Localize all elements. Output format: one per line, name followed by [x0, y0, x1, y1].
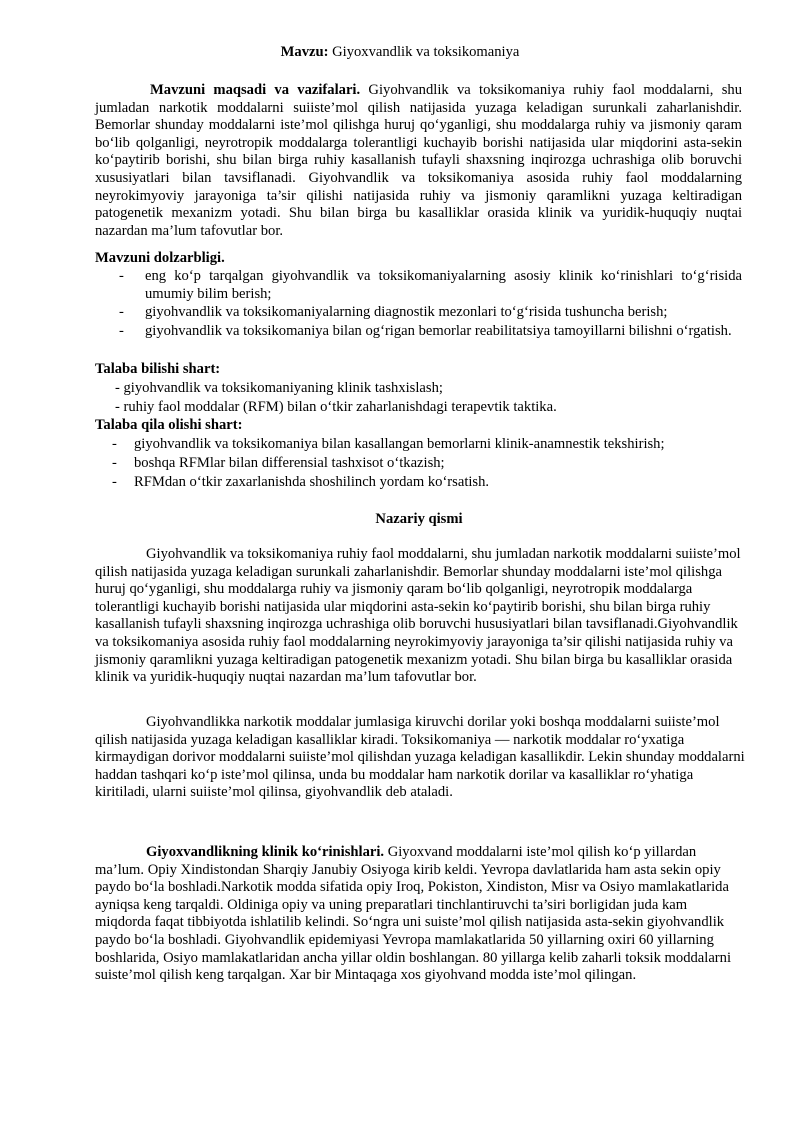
nazariy-paragraph-1: Giyohvandlik va toksikomaniya ruhiy faol moddalarni, shu jumladan narkotik moddalarni suiiste’mol qilish natijasida yuzaga keladigan surunkali zaharlanishdir. Bemorlar shunday moddalarni iste’mol qilishga huruj qo‘yganligi, shu moddalarga ruhiy va jismoniy qaram bo‘lib qolganligi, neyrotropik moddalarga tolerantligi kuchayib borishi natijasida ular miqdorini asta-sekin ko‘paytirib borishi, shu bilan birga ruhiy kasallanish tufayli shaxsning inqirozga uchrashiga olib boruvchi hususiyatlari bilan tavsiflanadi.Giyohvandlik va toksikomaniya asosida ruhiy faol moddalarning neyrokimyoviy jarayoniga ta’sir qilishi natijasida ruhiy va jismoniy qaramlikni yuzaga keltiradigan patogenetik mexanizm yotadi. Shu bilan birga bu kasalliklar orasida klinik va yuridik-huquqiy nuqtai nazardan ma’lum tafovutlar bor.	[95, 546, 741, 686]
bilishi-item: - giyohvandlik va toksikomaniyaning klinik tashxislash;	[115, 380, 443, 396]
intro-paragraph	[95, 82, 742, 240]
list-item-text: giyohvandlik va toksikomaniyalarning diagnostik mezonlari to‘g‘risida tushuncha berish;	[145, 304, 668, 320]
section-heading: Nazariy qismi	[375, 511, 463, 527]
bilishi-item: - ruhiy faol moddalar (RFM) bilan o‘tkir zaharlanishdagi terapevtik taktika.	[115, 399, 557, 415]
intro-heading: Mavzuni maqsadi va vazifalari.	[150, 82, 361, 98]
document-page: Mavzu: Giyoxvandlik va toksikomaniya Mavzuni maqsadi va vazifalari. Giyohvandlik va toksikomaniya ruhiy faol moddalarni, shu jumladan narkotik moddalarni suiiste’mol qilish natijasida yuzaga keladigan surunkali zaharlanishdir. Bemorlar shunday moddalarni iste’mol qilishga huruj qo‘yganligi, shu moddalarga ruhiy va jismoniy qaram bo‘lib qolganligi, neyrotropik moddalarga tolerantligi kuchayib borishi natijasida ular miqdorini asta-sekin ko‘paytirib borishi, shu bilan birga ruhiy kasallanish tufayli shaxsning inqirozga uchrashiga olib boruvchi xususiyatlari bilan tavsiflanadi. Giyohvandlik va toksikomaniya asosida ruhiy faol moddalarning neyrokimyoviy jarayoniga ta’sir qilishi natijasida ruhiy va jismoniy qaramlikni yuzaga keltiradigan patogenetik mexanizm yotadi. Shu bilan birga bu kasalliklar orasida klinik va yuridik-huquqiy nuqtai nazardan ma’lum tafovutlar bor. Mavzuni dolzarbligi. - eng ko‘p tarqalgan giyohvandlik va toksikomaniyalarning asosiy klinik ko‘rinishlari to‘g‘risida umumiy bilim berish; - giyohvandlik va toksikomaniyalarning diagnostik mezonlari to‘g‘risida tushuncha berish; - giyohvandlik va toksikomaniya bilan og‘rigan bemorlar reabilitatsiya tamoyillarni bilishni o‘rgatish. Talaba bilishi shart: - giyohvandlik va toksikomaniyaning klinik tashxislash; - ruhiy faol moddalar (RFM) bilan o‘tkir zaharlanishdagi terapevtik taktika. Talaba qila olishi shart: - giyohvandlik va toksikomaniya bilan kasallangan bemorlarni klinik-anamnestik tekshirish; - boshqa RFMlar bilan differensial tashxisot o‘tkazish; - RFMdan o‘tkir zaxarlanishda shoshilinch yordam ko‘rsatish. Nazariy qismi Giyohvandlik va toksikomaniya ruhiy faol moddalarni, shu jumladan narkotik moddalarni suiiste’mol qilish natijasida yuzaga keladigan surunkali zaharlanishdir. Bemorlar shunday moddalarni iste’mol qilishga huruj qo‘yganligi, shu moddalarga ruhiy va jismoniy qaram bo‘lib qolganligi, neyrotropik moddalarga tolerantligi kuchayib borishi natijasida ular miqdorini asta-sekin ko‘paytirib borishi, shu bilan birga ruhiy kasallanish tufayli shaxsning inqirozga uchrashiga olib boruvchi hususiyatlari bilan tavsiflanadi.Giyohvandlik va toksikomaniya asosida ruhiy faol moddalarning neyrokimyoviy jarayoniga ta’sir qilishi natijasida ruhiy va jismoniy qaramlikni yuzaga keltiradigan patogenetik mexanizm yotadi. Shu bilan birga bu kasalliklar orasida klinik va yuridik-huquqiy nuqtai nazardan ma’lum tafovutlar bor. Giyohvandlikka narkotik moddalar jumlasiga kiruvchi dorilar yoki boshqa moddalarni suiiste’mol qilish natijasida yuzaga keladigan kasalliklar kiradi. Toksikomaniya — narkotik moddalar ro‘yxatiga kirmaydigan dorivor moddalarni suiiste’mol qilishdan yuzaga keladigan kasallikdir. Lekin shunday moddalarni haddan tashqari ko‘p iste’mol qilinsa, unda bu moddalar ham narkotik dorilar va kasalliklar ro‘yhatiga kiritiladi, ularni suiiste’mol qilinsa, giyohvandlik deb ataladi. Giyoxvandlikning klinik ko‘rinishlari. Giyoxvand moddalarni iste’mol qilish ko‘p yillardan ma’lum. Opiy Xindistondan Sharqiy Janubiy Osiyoga kirib keldi. Yevropa davlatlarida ham asta sekin opiy paydo bo‘la boshladi.Narkotik modda sifatida opiy Iroq, Pokiston, Xindiston, Misr va Osiyo mamlakatlarida ayniqsa keng tarqaldi. Oldiniga opiy va uning preparatlari tinchlantiruvchi ta’siri borligidan juda kam miqdorda faqat tibbiyotda ishlatilib kelindi. So‘ngra uni suiste’mol qilish natijasida asta-sekin giyohvandlik paydo bo‘la boshladi. Giyohvandlik epidemiyasi Yevropa mamlakatlarida 50 yillarning oxiri 60 yillarning boshlarida, Osiyo mamlakatlaridan ancha yillar oldin boshlangan. 80 yillarga kelib zaharli toksik moddalarni suiste’mol qilish keng tarqalgan. Xar bir Mintaqaga xos giyohvand modda iste’mol qilingan.	[0, 0, 800, 1131]
intro-text: Giyohvandlik va toksikomaniya ruhiy faol moddalarni, shu jumladan narkotik moddalarni suiiste’mol qilish natijasida yuzaga keladigan surunkali zaharlanishdir. Bemorlar shunday moddalarni iste’mol qilishga huruj qo‘yganligi, shu moddalarga ruhiy va jismoniy qaram bo‘lib qolganligi, neyrotropik moddalarga tolerantligi kuchayib borishi natijasida ular miqdorini asta-sekin ko‘paytirib borishi, shu bilan birga ruhiy kasallanish tufayli shaxsning inqirozga uchrashiga olib boruvchi xususiyatlari bilan tavsiflanadi. Giyohvandlik va toksikomaniya asosida ruhiy faol moddalarning neyrokimyoviy jarayoniga ta’sir qilishi natijasida ruhiy va jismoniy qaramlikni yuzaga keltiradigan patogenetik mexanizm yotadi. Shu bilan birga bu kasalliklar orasida klinik va yuridik-huquqiy nuqtai nazardan ma’lum tafovutlar bor.	[95, 82, 742, 239]
bilishi-heading: Talaba bilishi shart:	[95, 361, 221, 377]
klinik-text: Giyoxvand moddalarni iste’mol qilish ko‘p yillardan ma’lum. Opiy Xindistondan Sharqiy Janubiy Osiyoga kirib keldi. Yevropa davlatlarida ham asta sekin opiy paydo bo‘la boshladi.Narkotik modda sifatida opiy Iroq, Pokiston, Xindiston, Misr va Osiyo mamlakatlarida ayniqsa keng tarqaldi. Oldiniga opiy va uning preparatlari tinchlantiruvchi ta’siri borligidan juda kam miqdorda faqat tibbiyotda ishlatilib kelindi. So‘ngra uni suiste’mol qilish natijasida asta-sekin giyohvandlik paydo bo‘la boshladi. Giyohvandlik epidemiyasi Yevropa mamlakatlarida 50 yillarning oxiri 60 yillarning boshlarida, Osiyo mamlakatlaridan ancha yillar oldin boshlangan. 80 yillarga kelib zaharli toksik moddalarni suiste’mol qilish keng tarqalgan. Xar bir Mintaqaga xos giyohvand modda iste’mol qilingan.	[95, 844, 732, 984]
document-title	[0, 44, 800, 62]
nazariy-paragraph-2: Giyohvandlikka narkotik moddalar jumlasiga kiruvchi dorilar yoki boshqa moddalarni suiiste’mol qilish natijasida yuzaga keladigan kasalliklar kiradi. Toksikomaniya — narkotik moddalar ro‘yxatiga kirmaydigan dorivor moddalarni suiiste’mol qilishdan yuzaga keladigan kasallikdir. Lekin shunday moddalarni haddan tashqari ko‘p iste’mol qilinsa, unda bu moddalar ham narkotik dorilar va kasalliklar ro‘yhatiga kiritiladi, ularni suiiste’mol qilinsa, giyohvandlik deb ataladi.	[95, 714, 745, 801]
list-item-text: giyohvandlik va toksikomaniya bilan og‘rigan bemorlar reabilitatsiya tamoyillarni bilishni o‘rgatish.	[145, 323, 732, 339]
olishi-heading: Talaba qila olishi shart:	[95, 417, 243, 433]
title-text: Giyoxvandlik va toksikomaniya	[332, 44, 520, 60]
list-item-text: giyohvandlik va toksikomaniya bilan kasallangan bemorlarni klinik-anamnestik tekshirish;	[134, 436, 665, 452]
list-item-text: RFMdan o‘tkir zaxarlanishda shoshilinch yordam ko‘rsatish.	[134, 474, 490, 490]
list-item-text: eng ko‘p tarqalgan giyohvandlik va toksikomaniyalarning asosiy klinik ko‘rinishlari to‘g‘risida umumiy bilim berish;	[145, 268, 742, 302]
klinik-paragraph	[95, 844, 745, 985]
klinik-heading: Giyoxvandlikning klinik ko‘rinishlari.	[146, 844, 385, 860]
dolzarbligi-heading: Mavzuni dolzarbligi.	[95, 250, 225, 266]
title-label: Mavzu:	[280, 44, 329, 60]
list-item-text: boshqa RFMlar bilan differensial tashxisot o‘tkazish;	[134, 455, 445, 471]
